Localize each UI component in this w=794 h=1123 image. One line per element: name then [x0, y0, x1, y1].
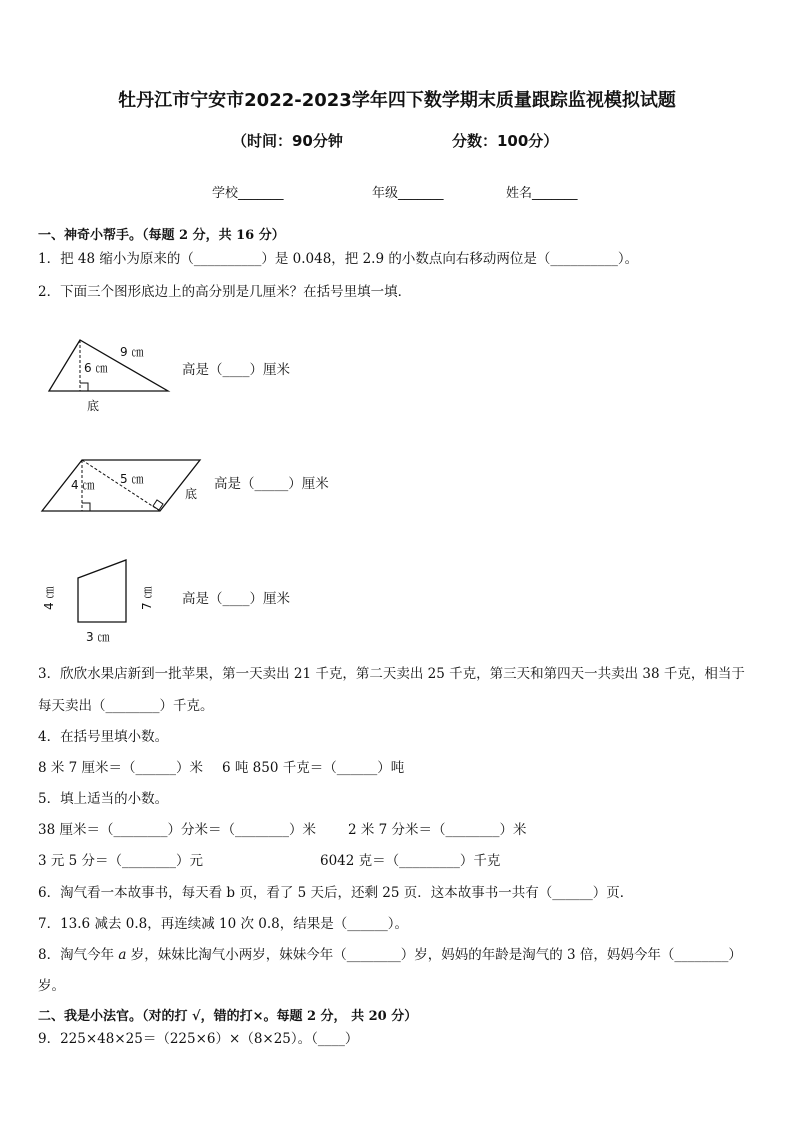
school-field[interactable]: 学校_______	[212, 186, 284, 201]
right-angle-mark	[80, 383, 88, 391]
question-5d: 6042 克＝（_________）千克	[320, 853, 501, 869]
question-8-line1: 8．淘气今年 𝑎 岁，妹妹比淘气小两岁，妹妹今年（________）岁，妈妈的年龄是淘气的 3 倍，妈妈今年（________）	[38, 947, 742, 963]
exam-time: （时间：90分钟	[232, 132, 343, 150]
parallelogram-figure	[35, 450, 215, 520]
fig2-answer: 高是（_____）厘米	[214, 476, 329, 492]
triangle-height-label: 6 ㎝	[84, 361, 108, 375]
trapezoid-bottom-label: 3 ㎝	[86, 630, 110, 644]
trapezoid-shape	[78, 560, 126, 622]
triangle-figure	[40, 330, 180, 415]
parallelogram-diag-label: 5 ㎝	[120, 472, 144, 486]
question-5c: 3 元 5 分＝（________）元	[38, 853, 204, 869]
fig3-answer: 高是（____）厘米	[182, 591, 290, 607]
trapezoid-left-label: 4 ㎝	[42, 586, 56, 610]
question-3-line1: 3．欣欣水果店新到一批苹果，第一天卖出 21 千克，第二天卖出 25 千克，第三天和第四天一共卖出 38 千克，相当于	[38, 666, 745, 682]
right-angle-mark	[82, 503, 90, 511]
question-3-line2: 每天卖出（________）千克。	[38, 698, 214, 714]
question-8-line2: 岁。	[38, 978, 65, 994]
question-7: 7．13.6 减去 0.8，再连续减 10 次 0.8，结果是（______）。	[38, 916, 408, 932]
question-4b: 6 吨 850 千克＝（______）吨	[222, 760, 405, 776]
exam-score: 分数：100分）	[452, 132, 559, 150]
triangle-base-label: 底	[87, 399, 100, 413]
question-1: 1．把 48 缩小为原来的（__________）是 0.048，把 2.9 的小数点向右移动两位是（__________）。	[38, 251, 639, 267]
question-5b: 2 米 7 分米＝（________）米	[348, 822, 527, 838]
question-5: 5．填上适当的小数。	[38, 791, 169, 807]
fig1-answer: 高是（____）厘米	[182, 362, 290, 378]
trapezoid-figure	[38, 555, 163, 650]
parallelogram-height-label: 4 ㎝	[71, 478, 95, 492]
question-4a: 8 米 7 厘米＝（______）米	[38, 760, 204, 776]
name-field[interactable]: 姓名_______	[506, 186, 578, 201]
triangle-shape	[49, 340, 168, 391]
trapezoid-right-label: 7 ㎝	[140, 586, 154, 610]
question-4: 4．在括号里填小数。	[38, 729, 169, 745]
exam-title: 牡丹江市宁安市2022-2023学年四下数学期末质量跟踪监视模拟试题	[118, 90, 676, 111]
question-9: 9．225×48×25＝（225×6）×（8×25）。（____）	[38, 1031, 359, 1047]
section1-heading: 一、神奇小帮手。（每题 2 分，共 16 分）	[38, 228, 285, 243]
question-6: 6．淘气看一本故事书，每天看 b 页，看了 5 天后，还剩 25 页．这本故事书一共有（______）页．	[38, 885, 634, 901]
question-2: 2．下面三个图形底边上的高分别是几厘米？在括号里填一填．	[38, 284, 412, 300]
grade-field[interactable]: 年级_______	[372, 186, 444, 201]
question-5a: 38 厘米＝（________）分米＝（________）米	[38, 822, 316, 838]
parallelogram-base-label: 底	[185, 487, 198, 501]
section2-heading: 二、我是小法官。（对的打 √，错的打×。每题 2 分， 共 20 分）	[38, 1009, 418, 1024]
triangle-side-label: 9 ㎝	[120, 345, 144, 359]
